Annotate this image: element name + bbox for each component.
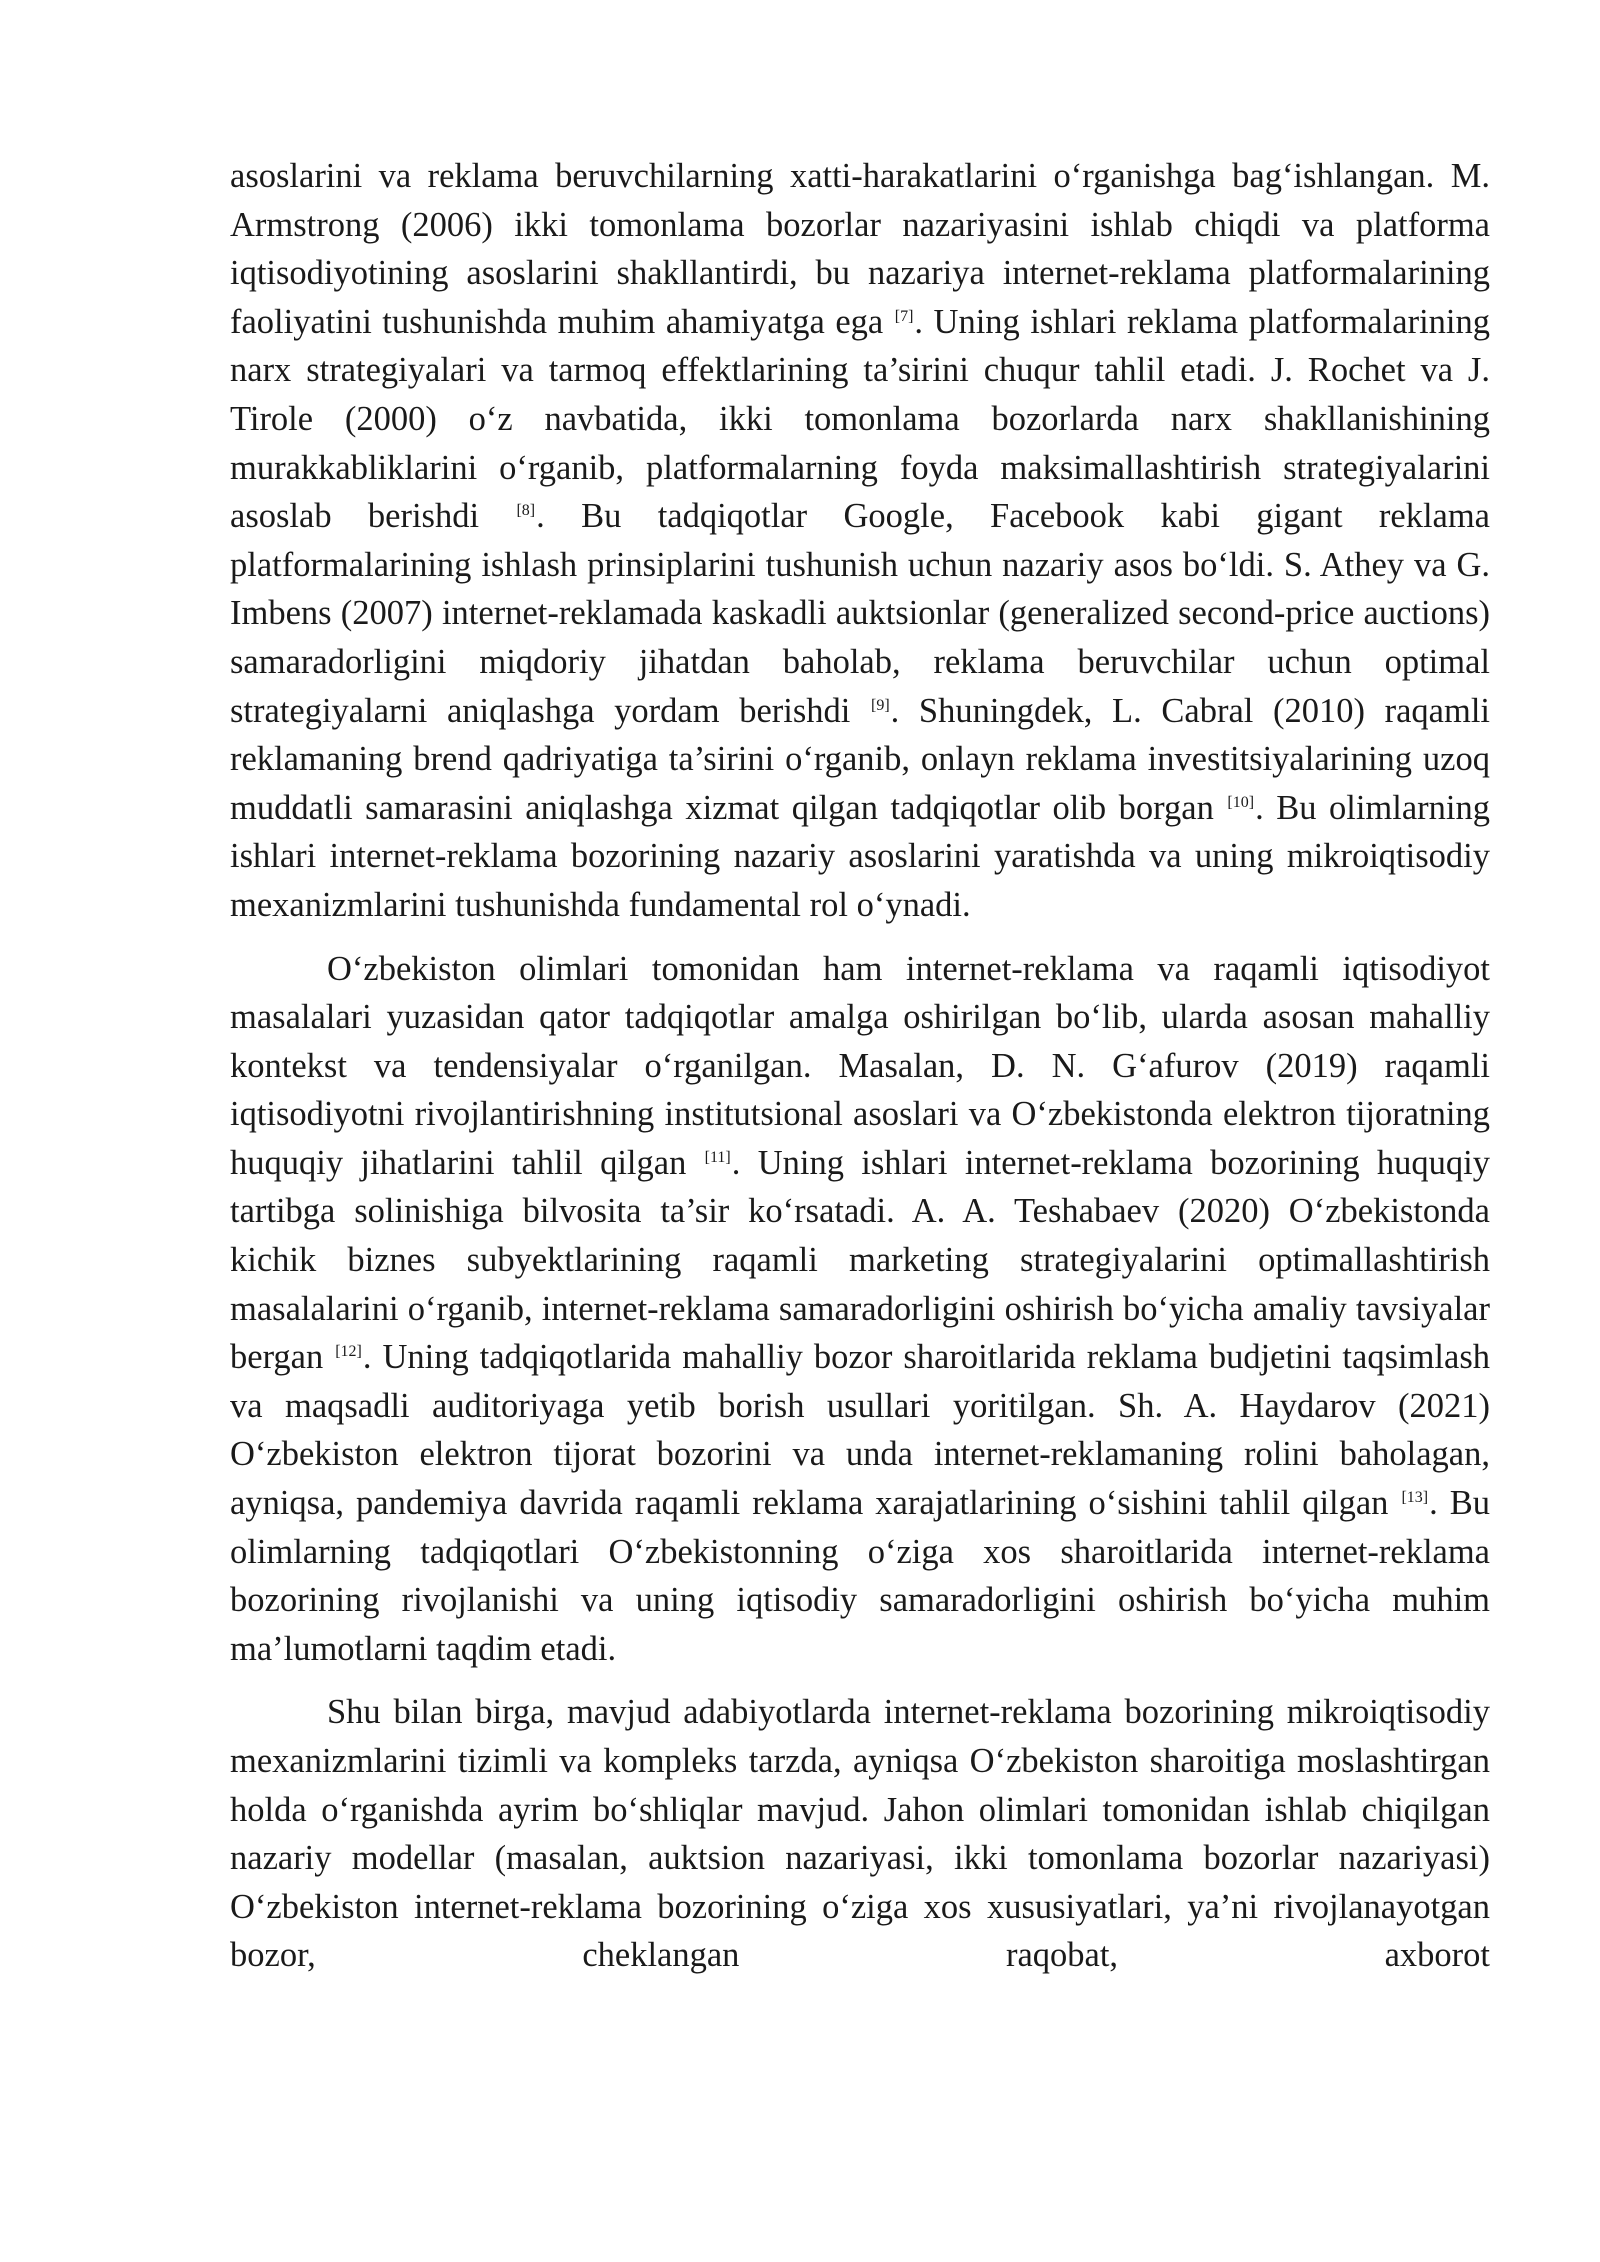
paragraph-text: Shu bilan birga, mavjud adabiyotlarda internet-reklama bozorining mikroiqtisodiy mexanizmlarini tizimli va kompleks tarzda, ayniqsa O‘zbekiston sharoitiga moslashtirgan holda o‘rganishda ayrim bo‘shliqlar mavjud. Jahon olimlari tomonidan ishlab chiqilgan nazariy modellar (masalan, auktsion nazariyasi, ikki tomonlama bozorlar nazariyasi) O‘zbekiston internet-reklama bozorining o‘ziga xos xususiyatlari, ya’ni rivojlanayotgan bozor, cheklangan raqobat, axborot: [230, 1693, 1490, 1975]
paragraph-text: . Bu olimlarning tadqiqotlari O‘zbekistonning o‘ziga xos sharoitlarida internet-reklama bozorining rivojlanishi va uning iqtisodiy samaradorligini oshirish bo‘yicha muhim ma’lumotlarni taqdim etadi.: [230, 1484, 1490, 1668]
paragraph-text: O‘zbekiston olimlari tomonidan ham internet-reklama va raqamli iqtisodiyot masalalari yuzasidan qator tadqiqotlar amalga oshirilgan bo‘lib, ularda asosan mahalliy kontekst va tendensiyalar o‘rganilgan. Masalan, D. N. G‘afurov (2019) raqamli iqtisodiyotni rivojlantirishning institutsional asoslari va O‘zbekistonda elektron tijoratning huquqiy jihatlarini tahlil qilgan: [230, 949, 1490, 1182]
paragraph-text: . Uning tadqiqotlarida mahalliy bozor sharoitlarida reklama budjetini taqsimlash va maqsadli auditoriyaga yetib borish usullari yoritilgan. Sh. A. Haydarov (2021) O‘zbekiston elektron tijorat bozorini va unda internet-reklamaning rolini baholagan, ayniqsa, pandemiya davrida raqamli reklama xarajatlarining o‘sishini tahlil qilgan: [230, 1338, 1490, 1523]
citation-ref: [12]: [335, 1343, 362, 1361]
paragraph-1: [230, 152, 1490, 930]
document-page: [230, 152, 1490, 1980]
paragraph-3: [230, 1688, 1490, 1980]
citation-ref: [10]: [1227, 793, 1255, 811]
paragraph-text: . Bu tadqiqotlar Google, Facebook kabi gigant reklama platformalarining ishlash prinsiplarini tushunish uchun nazariy asos bo‘ldi. S. Athey va G. Imbens (2007) internet-reklamada kaskadli auktsionlar (generalized second-price auctions) samaradorligini miqdoriy jihatdan baholab, reklama beruvchilar uchun optimal strategiyalarni aniqlashga yordam berishdi: [230, 497, 1490, 730]
paragraph-text: . Bu olimlarning ishlari internet-reklama bozorining nazariy asoslarini yaratishda va uning mikroiqtisodiy mexanizmlarini tushunishda fundamental rol o‘ynadi.: [230, 788, 1490, 924]
citation-ref: [8]: [516, 502, 536, 520]
citation-ref: [9]: [871, 696, 890, 714]
paragraph-text: . Uning ishlari reklama platformalarining narx strategiyalari va tarmoq effektlarining ta’sirini chuqur tahlil etadi. J. Rochet va J. Tirole (2000) o‘z navbatida, ikki tomonlama bozorlarda narx shakllanishining murakkabliklarini o‘rganib, platformalarning foyda maksimallashtirish strategiyalarini asoslab berishdi: [230, 302, 1491, 536]
paragraph-text: . Uning ishlari internet-reklama bozorining huquqiy tartibga solinishiga bilvosita ta’sir ko‘rsatadi. A. A. Teshabaev (2020) O‘zbekistonda kichik biznes subyektlarining raqamli marketing strategiyalarini optimallashtirish masalalarini o‘rganib, internet-reklama samaradorligini oshirish bo‘yicha amaliy tavsiyalar bergan: [230, 1143, 1490, 1377]
citation-ref: [13]: [1401, 1489, 1429, 1507]
citation-ref: [11]: [704, 1148, 731, 1166]
paragraph-2: [230, 945, 1490, 1674]
paragraph-text: . Shuningdek, L. Cabral (2010) raqamli reklamaning brend qadriyatiga ta’sirini o‘rganib, onlayn reklama investitsiyalarining uzoq muddatli samarasini aniqlashga xizmat qilgan tadqiqotlar olib borgan: [230, 691, 1490, 827]
paragraph-text: asoslarini va reklama beruvchilarning xatti-harakatlarini o‘rganishga bag‘ishlangan. M. Armstrong (2006) ikki tomonlama bozorlar nazariyasini ishlab chiqdi va platforma iqtisodiyotining asoslarini shakllantirdi, bu nazariya internet-reklama platformalarining faoliyatini tushunishda muhim ahamiyatga ega: [230, 157, 1490, 341]
citation-ref: [7]: [894, 307, 914, 325]
